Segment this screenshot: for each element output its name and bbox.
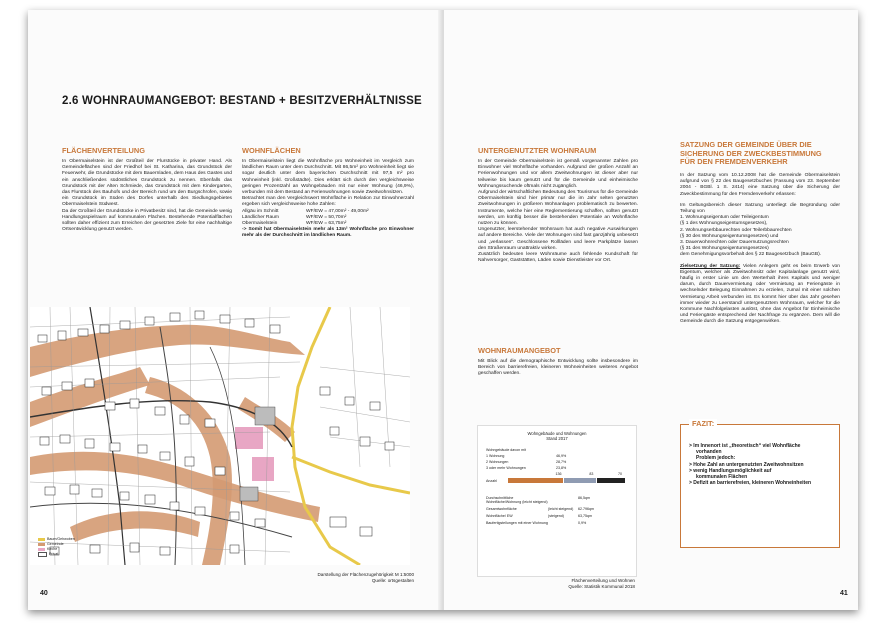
- paragraph: In der Satzung vom 10.12.2008 hat die Gemeinde Obermaiselstein aufgrund von § 22 des Baugesetzbuches (Fassung vom 23. September 2004 - BGBl. 1 S. 2414) eine Satzung über die Sicherung der Zweckbestimmung für den Fremdenverkehr erlassen:: [680, 173, 840, 197]
- paragraph: Im Geltungsbereich dieser Satzung unterliegt die Begründung oder Teilung von: [680, 202, 840, 215]
- stat-label: Baufertigstellungen mit einer Wohnung: [486, 521, 548, 525]
- chart-group-label: Wohngebäude davon mit: [486, 448, 526, 452]
- paragraph: Betrachtet man den Vergleichswert Wohnfläche in Relation zur Einwohnerzahl ergeben sich vergleichsweise hohe Zahlen:: [242, 196, 414, 208]
- goal-text: Vielen Anlegern geht es beim Erwerb von Eigentum, welcher als Zweitwohnsitz oder Kapitalanlage genutzt wird, häufig in erster Linie um den Werterhalt ihres Kapitals und weniger darum, durch Dauervermietung oder Vermietung an Feriengäste in wechselnder Belegung Einnahmen zu erzielen, zumal mit einer solchen Vermietung Arbeit verbunden ist. Es kommt hier über das Jahr gesehen immer wieder zu Leerstand/ untergenutztem Wohnraum, welcher für die Kommune Nachfolgelasten auslöst, ohne das Angebot für Einheimische und Feriengäste entsprechend der Nachfrage zu ergänzen. Dem will die Gemeinde durch die Satzung entgegenwirken.: [680, 263, 840, 325]
- heading-untergenutzter-wohnraum: UNTERGENUTZTER WOHNRAUM: [478, 146, 597, 155]
- site-plan-map: [30, 307, 410, 565]
- stat-row: [486, 496, 628, 504]
- list-item: 1. Wohnungseigentum oder Teileigentum: [680, 215, 769, 221]
- stat-value: 63,75qm: [578, 514, 592, 518]
- chart-caption: Flächenverteilung und Wohnen Quelle: Statistik Kommunal 2018: [568, 578, 635, 589]
- share-value: 46,9%: [556, 454, 567, 458]
- share-label: 2 Wohnungen: [486, 460, 509, 464]
- bar-values: [508, 472, 626, 488]
- list-item: dem Genehmigungsvorbehalt des § 22 Baugesetzbuch (BauGB).: [680, 252, 822, 258]
- bar-value-label: 70: [618, 472, 622, 476]
- stat-value: 62.796qm: [578, 507, 594, 511]
- share-label: 1 Wohnung: [486, 454, 505, 458]
- bar-label: Anzahl: [486, 478, 497, 483]
- chart-subtitle: Stand 2017: [546, 436, 568, 441]
- stat-note: [548, 521, 578, 525]
- stat-label: Gesamtwohnfläche: [486, 507, 517, 511]
- stat-rows: [486, 496, 628, 525]
- list-item: (§ 1 des Wohnungseigentumsgesetzes),: [680, 221, 768, 227]
- legend-swatch: [38, 538, 45, 541]
- stat-label: Wohnfläche/ EW: [486, 514, 513, 518]
- legend-item: Kirche: [38, 547, 75, 552]
- page-number-left: 40: [40, 590, 48, 597]
- paragraph: Da der Großteil der Grundstücke in Privatbesitz sind, hat die Gemeinde wenig Handlungsspielraum auf kommunalen Flächen. Bestehende Potentialflächen sollten daher effizient zum Erreichen der gesetzten Ziele für eine nachhaltige Ortsentwicklung genutzt werden.: [62, 208, 232, 233]
- book-spread: [28, 10, 858, 610]
- map-drawing: [30, 307, 410, 565]
- stat-value: 86,5qm: [578, 496, 590, 500]
- page-number-right: 41: [840, 590, 848, 597]
- chart-title: Wohngebäude und Wohnungen: [527, 431, 587, 436]
- heading-wohnflaechen: WOHNFLÄCHEN: [242, 146, 301, 155]
- ratio-row: Obermaiselstein WF/EW = 63,75m²: [242, 221, 347, 227]
- legend-item: Baum/Gehwoben: [38, 537, 75, 542]
- text-flaechenverteilung: [62, 159, 232, 233]
- legend-item: Gemeinde: [38, 542, 75, 547]
- share-row: [486, 460, 636, 464]
- page-title: 2.6 WOHNRAUMANGEBOT: BESTAND + BESITZVERHÄLTNISSE: [62, 95, 422, 107]
- share-rows: [486, 454, 636, 470]
- text-wohnraumangebot: [478, 359, 638, 378]
- housing-stats-chart: [477, 425, 637, 577]
- fazit-text: > Im Innenort ist „theoretisch“ viel Wohnfläche vorhanden Problem jedoch: > Hohe Zahl an untergenutzten Zweitwohnsitzen > wenig Handlungsmöglichkeit auf kommunalen Flächen > Defizit an barrierefreien, kleineren Wohneinheiten: [689, 443, 812, 487]
- stat-label: Durchschnittliche Wohnfläche/Wohnung (leicht steigend): [486, 496, 548, 504]
- paragraph: Ungenutzter, leerstehender Wohnraum hat auch negative Auswirkungen auf andere Bereiche. Viele der Wohnungen sind fast ganzjährig unbesetzt und „verlassen“. Geschlossene Rollläden und leere Parkplätze lassen den Straßenraum unattraktiv wirken.: [478, 227, 638, 251]
- list-item: 3. Dauerwohnrechten oder Dauernutzungsrechten: [680, 240, 789, 246]
- share-value: 23,8%: [556, 466, 567, 470]
- stat-note: (leicht steigend): [548, 507, 574, 511]
- ratio-row: Allgäu im Schnitt WF/EW = 47,00m² - 49,00m²: [242, 208, 369, 214]
- ratio-row: Ländlicher Raum WF/EW = 50,70m²: [242, 214, 347, 220]
- stat-value: 0,9%: [578, 521, 587, 525]
- fazit-box: [680, 419, 840, 548]
- legend-swatch: [38, 552, 47, 557]
- bar-value-label: 83: [589, 472, 594, 476]
- legend-swatch: [38, 548, 45, 551]
- text-wohnflaechen: [242, 159, 414, 240]
- stat-note: (steigend): [548, 514, 564, 518]
- paragraph: In Obermaiselstein ist der Großteil der Flurstücke in privater Hand. Als Gemeindeflächen sind der Friedhof bei St. Katharina, das Grundstück der Feuerwehr, die Grundstücke mit dem Bauernladen, dem Haus des Gastes und ein anschließendes südöstliches Grundstück zu nennen. Ebenfalls das Grundstück mit der Alten Schmiede, das Grundstück mit dem Kindergarten, das Flurstück des Bauhofs und der Bereich rund um den Burgschrofen, sowie ein Grundstück im Süden des Dorfes unterhalb des Siedlungsgebietes Obermaiselstein Südwest.: [62, 159, 232, 208]
- list-item: (§ 31 des Wohnungseigentumsgesetzes): [680, 246, 769, 252]
- goal-label: Zielsetzung der Satzung:: [680, 263, 741, 269]
- stat-row: [486, 514, 628, 518]
- heading-flaechenverteilung: FLÄCHENVERTEILUNG: [62, 146, 145, 155]
- stat-note: [548, 496, 578, 504]
- legend-swatch: [38, 543, 45, 546]
- heading-wohnraumangebot: WOHNRAUMANGEBOT: [478, 346, 561, 355]
- share-label: 3 oder mehr Wohnungen: [486, 466, 526, 470]
- left-page: [28, 10, 442, 610]
- right-page: [444, 10, 858, 610]
- fazit-heading: FAZIT:: [689, 419, 717, 428]
- list-item: (§ 30 des Wohnungseigentumsgesetzes) und: [680, 233, 779, 239]
- share-row: [486, 454, 636, 458]
- paragraph: In der Gemeinde Obermaiselstein ist gemäß vorgenannter Zahlen pro Einwohner viel Wohnfläche vorhanden. Aufgrund der großen Anzahl an Ferienwohnungen und vor allem Zweitwohnungen ist dieser aber nur teilweise bis kaum genutzt und für die Gemeinde und einheimische Wohnungssuchende oftmals nicht zugänglich.: [478, 159, 638, 189]
- heading-satzung: SATZUNG DER GEMEINDE ÜBER DIE SICHERUNG DER ZWECKBESTIMMUNG FÜR DEN FREMDENVERKEHR: [680, 140, 822, 166]
- paragraph: Zusätzlich bedeuten leere Wohnräume auch fehlende Kundschaft für Nahversorger, Gaststätten, Läden sowie Dienstleister vor Ort.: [478, 252, 638, 264]
- share-value: 28,7%: [556, 460, 567, 464]
- text-untergenutzter-wohnraum: [478, 159, 638, 264]
- stat-row: [486, 521, 628, 525]
- list-item: 2. Wohnungserbbaurechten oder Teilerbbaurechten: [680, 227, 792, 233]
- paragraph: In Obermaiselstein liegt die Wohnfläche pro Wohneinheit im Vergleich zum ländlichen Raum unter dem Durchschnitt. Mit 86,5m² pro Wohneinheit liegt sie sogar deutlich unter dem bayerischen Durchschnitt mit 97,5 m² pro Wohneinheit (inkl. Großstädte). Dies erklärt sich durch den vergleichsweise geringen Prozentzahl an Wohngebäuden mit nur einer Wohnung (46,9%), verbunden mit dem Bestand an Ferienwohnungen sowie Zweitwohnsitzen.: [242, 159, 414, 196]
- legend-item: Privat: [38, 552, 75, 557]
- stat-row: [486, 507, 628, 511]
- paragraph: Aufgrund der wirtschaftlichen Bedeutung des Tourismus für die Gemeinde Obermaiselstein sind hier primär nur die im Jahr selten genutzten Zweitwohnungen in größeren Wohnanlagen problematisch zu bewerten. Instrumente, welche hier eine Reglementierung schaffen, sollten genutzt werden, um künftig besser die bestehenden Potentiale an Wohnfläche nutzen zu können.: [478, 190, 638, 227]
- map-legend: [38, 537, 75, 557]
- map-caption: Darstellung der Flächenzugehörigkeit M 1:5000 Quelle: ortsgestalten: [317, 572, 414, 583]
- text-satzung: [680, 173, 840, 326]
- share-row: [486, 466, 636, 470]
- paragraph: Mit Blick auf die demographische Entwicklung sollte insbesondere im Bereich von barrierefreien, kleineren Wohneinheiten weiteres Angebot geschaffen werden.: [478, 359, 638, 377]
- conclusion: -> Somit hat Obermaiselstein mehr als 13m² Wohnfläche pro Einwohner mehr als der Durchschnitt im ländlichen Raum.: [242, 227, 414, 239]
- bar-value-label: 136: [555, 472, 562, 476]
